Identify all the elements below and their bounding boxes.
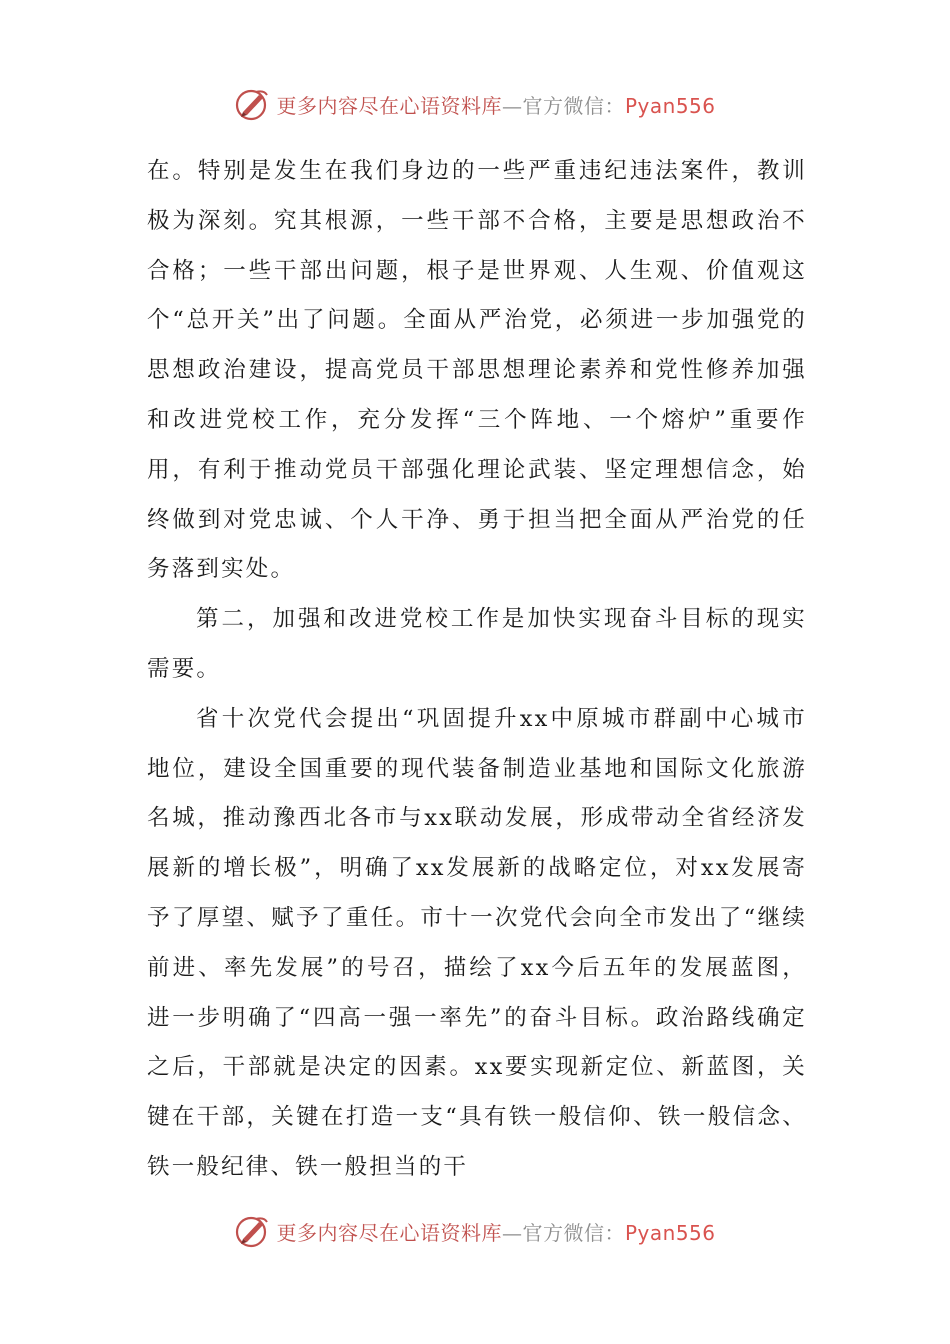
banner-wechat-label: 官方微信： <box>522 1220 625 1245</box>
footer-banner <box>0 1211 950 1251</box>
paragraph-continuation: 在。特别是发生在我们身边的一些严重违纪违法案件，教训极为深刻。究其根源，一些干部不合格，主要是思想政治不合格；一些干部出问题，根子是世界观、人生观、价值观这个“总开关”出了问题。全面从严治党，必须进一步加强党的思想政治建设，提高党员干部思想理论素养和党性修养加强和改进党校工作，充分发挥“三个阵地、一个熔炉”重要作用，有利于推动党员干部强化理论武装、坚定理想信念，始终做到对党忠诚、个人干净、勇于担当把全面从严治党的任务落到实处。 <box>147 158 807 583</box>
banner-dash: — <box>501 1220 523 1245</box>
banner-wechat-label: 官方微信： <box>522 93 625 118</box>
pen-seal-icon <box>234 1213 270 1249</box>
banner-wechat-id: Pyan556 <box>624 93 716 118</box>
pen-seal-icon <box>234 86 270 122</box>
banner-site-name: 更多内容尽在心语资料库 <box>276 93 502 118</box>
header-banner <box>0 84 950 124</box>
banner-dash: — <box>501 93 523 118</box>
section-heading-second: 第二，加强和改进党校工作是加快实现奋斗目标的现实需要。 <box>147 606 807 682</box>
banner-site-name: 更多内容尽在心语资料库 <box>276 1220 502 1245</box>
document-body <box>147 147 807 1193</box>
paragraph-party-congress: 省十次党代会提出“巩固提升xx中原城市群副中心城市地位，建设全国重要的现代装备制造业基地和国际文化旅游名城，推动豫西北各市与xx联动发展，形成带动全省经济发展新的增长极”，明确了xx发展新的战略定位，对xx发展寄予了厚望、赋予了重任。市十一次党代会向全市发出了“继续前进、率先发展”的号召，描绘了xx今后五年的发展蓝图，进一步明确了“四高一强一率先”的奋斗目标。政治路线确定之后，干部就是决定的因素。xx要实现新定位、新蓝图，关键在干部，关键在打造一支“具有铁一般信仰、铁一般信念、铁一般纪律、铁一般担当的干 <box>147 705 807 1180</box>
banner-wechat-id: Pyan556 <box>624 1220 716 1245</box>
